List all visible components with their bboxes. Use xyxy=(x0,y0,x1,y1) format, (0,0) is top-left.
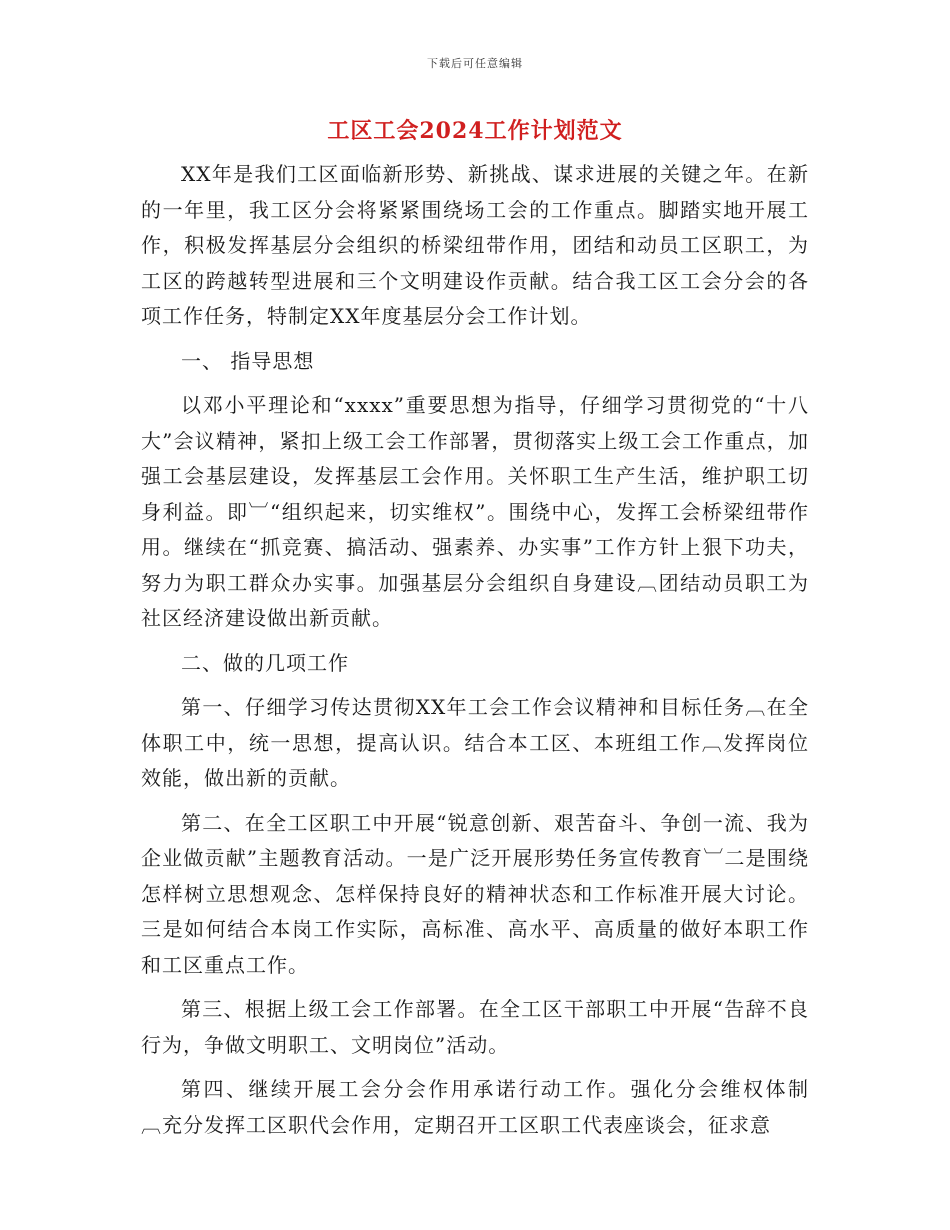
document-title: 工区工会2024工作计划范文 xyxy=(327,118,623,144)
section-heading-guiding-ideology: 一、 指导思想 xyxy=(181,348,315,373)
work-item-1-paragraph: 第一、仔细学习传达贯彻XX年工会工作会议精神和目标任务︹在全体职工中，统一思想，提高认识。结合本工区、本班组工作︹发挥岗位效能，做出新的贡献。 xyxy=(141,695,809,790)
work-item-2-paragraph: 第二、在全工区职工中开展“锐意创新、艰苦奋斗、争创一流、我为企业做贡献”主题教育活动。一是广泛开展形势任务宣传教育︺二是围绕怎样树立思想观念、怎样保持良好的精神状态和工作标准开展大讨论。三是如何结合本岗工作实际，高标准、高水平、高质量的做好本职工作和工区重点工作。 xyxy=(141,810,809,977)
work-item-4-paragraph: 第四、继续开展工会分会作用承诺行动工作。强化分会维权体制︹充分发挥工区职代会作用，定期召开工区职工代表座谈会，征求意 xyxy=(141,1077,809,1137)
document-body xyxy=(141,157,809,1152)
header-note: 下载后可任意编辑 xyxy=(427,57,523,70)
guiding-ideology-paragraph: 以邓小平理论和“xxxx”重要思想为指导，仔细学习贯彻党的“十八大”会议精神，紧扣上级工会工作部署，贯彻落实上级工会工作重点，加强工会基层建设，发挥基层工会作用。关怀职工生产生活，维护职工切身利益。即︺“组织起来，切实维权”。围绕中心，发挥工会桥梁纽带作用。继续在“抓竞赛、搞活动、强素养、办实事”工作方针上狠下功夫，努力为职工群众办实事。加强基层分会组织自身建设︹团结动员职工为社区经济建设做出新贡献。 xyxy=(141,393,809,630)
intro-paragraph: XX年是我们工区面临新形势、新挑战、谋求进展的关键之年。在新的一年里，我工区分会将紧紧围绕场工会的工作重点。脚踏实地开展工作，积极发挥基层分会组织的桥梁纽带作用，团结和动员工区职工，为工区的跨越转型进展和三个文明建设作贡献。结合我工区工会分会的各项工作任务，特制定XX年度基层分会工作计划。 xyxy=(141,162,809,328)
work-item-3-paragraph: 第三、根据上级工会工作部署。在全工区干部职工中开展“告辞不良行为，争做文明职工、文明岗位”活动。 xyxy=(141,997,809,1057)
section-heading-work-items: 二、做的几项工作 xyxy=(181,650,349,675)
